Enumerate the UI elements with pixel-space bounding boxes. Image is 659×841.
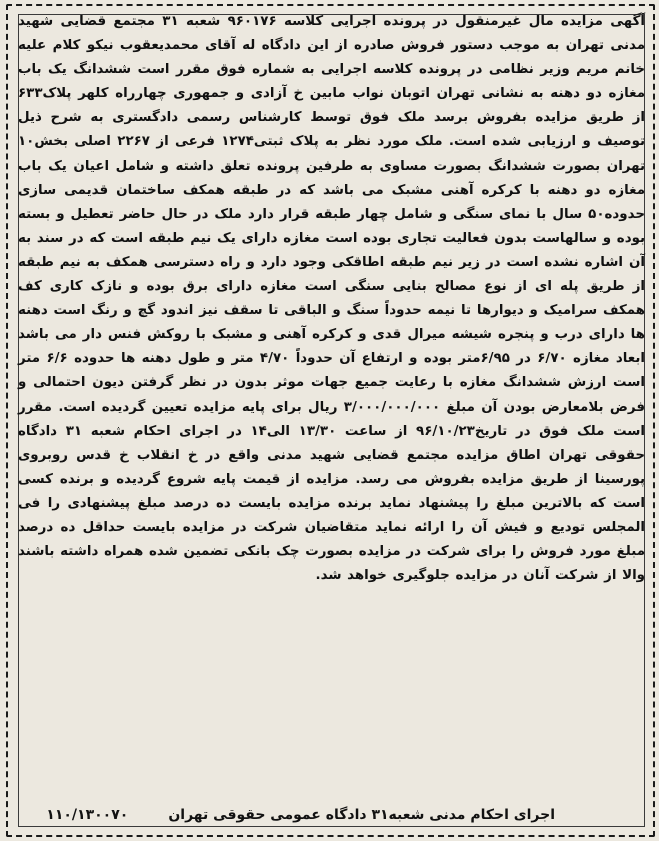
notice-code: ۱۱۰/۱۳۰۰۷۰	[46, 807, 129, 823]
issuer-signature: اجرای احکام مدنی شعبه۳۱ دادگاه عمومی حقوقی تهران	[168, 807, 555, 823]
notice-footer	[18, 801, 645, 829]
auction-notice-text	[18, 10, 645, 791]
notice-body: آگهی مزایده مال غیرمنقول در پرونده اجرایی کلاسه ۹۶۰۱۷۶ شعبه ۳۱ مجتمع قضایی شهید مدنی تهران به موجب دستور فروش صادره از این دادگاه له آقای محمدیعقوب نیکو کلام علیه خانم مریم وزیر نظامی در پرونده کلاسه اجرایی به شماره فوق مقرر است ششدانگ یک باب مغازه دو دهنه به نشانی تهران اتوبان نواب مابین خ آزادی و جمهوری چهارراه کلهر پلاک۶۳۳ از طریق مزایده بفروش برسد ملک فوق توسط کارشناس رسمی دادگستری به شرح ذیل توصیف و ارزیابی شده است. ملک مورد نظر به پلاک ثبتی۱۲۷۴ فرعی از ۲۲۶۷ اصلی بخش۱۰ تهران بصورت ششدانگ بصورت مساوی به طرفین پرونده تعلق داشته و شامل اعیان یک باب مغازه دو دهنه با کرکره آهنی مشبک می باشد که در طبقه همکف ساختمان قدیمی سازی حدوده۵۰ سال با نمای سنگی و شامل چهار طبقه قرار دارد ملک در حال حاضر تعطیل و بسته بوده و سالهاست بدون فعالیت تجاری بوده است مغازه دارای یک نیم طبقه است که در سند به آن اشاره نشده است در زیر نیم طبقه اطاقکی وجود دارد و راه دسترسی همکف به نیم طبقه از طریق پله ای از نوع مصالح بنایی سنگی است مغازه دارای برق بوده و نازک کاری کف همکف سرامیک و دیوارها تا نیمه حدوداً سنگ و الباقی تا سقف نیز اندود گچ و رنگ است دهنه ها دارای درب و پنجره شیشه میرال قدی و کرکره آهنی و مشبک با روکش فنس دار می باشد ابعاد مغازه ۶/۷۰ در ۶/۹۵متر بوده و ارتفاع آن حدوداً ۴/۷۰ متر و طول دهنه ها حدوده ۶/۶ متر است ارزش ششدانگ مغازه با رعایت جمیع جهات موثر بدون در نظر گرفتن دیون احتمالی و فرض بلامعارض بودن آن مبلغ ۳/۰۰۰/۰۰۰/۰۰۰ ریال برای پایه مزایده تعیین گردیده است. مقرر است ملک فوق در تاریخ۹۶/۱۰/۲۳ از ساعت ۱۳/۳۰ الی۱۴ در اجرای احکام شعبه ۳۱ دادگاه حقوقی تهران اطاق مزایده مجتمع قضایی شهید مدنی واقع در خ انقلاب خ قدس روبروی پورسینا از طریق مزایده بفروش می رسد. مزایده از قیمت پایه شروع گردیده و برنده کسی است که بالاترین مبلغ را پیشنهاد نماید برنده مزایده بایست ده درصد مبلغ پیشنهادی را فی المجلس تودیع و فیش آن را ارائه نماید متقاضیان شرکت در مزایده بایست حداقل ده درصد مبلغ مورد فروش را برای شرکت در مزایده بصورت چک بانکی تضمین شده همراه داشته باشند والا از شرکت آنان در مزایده جلوگیری خواهد شد.	[18, 14, 646, 584]
